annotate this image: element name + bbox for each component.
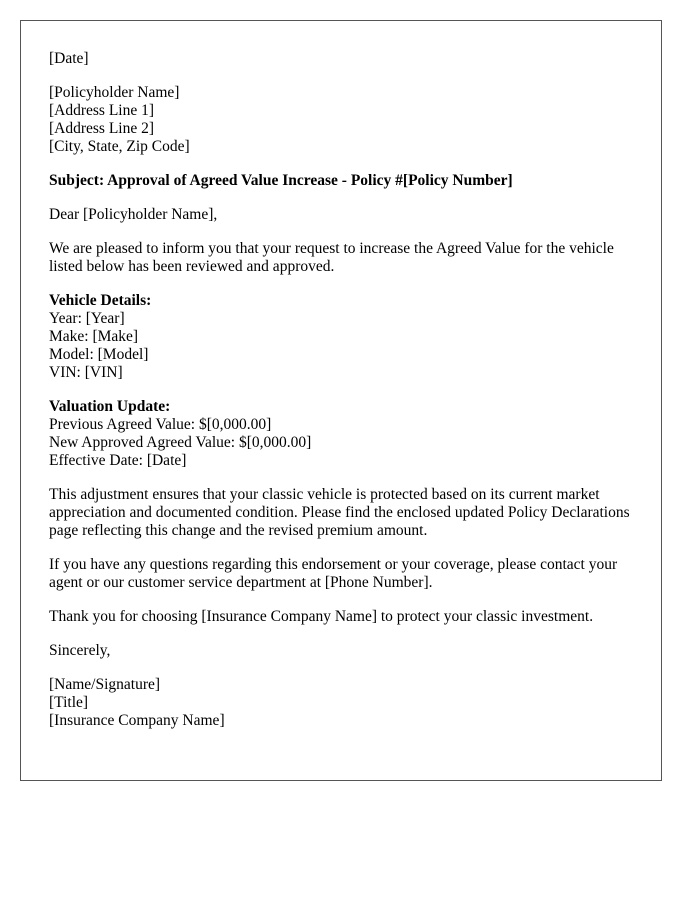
recipient-city-state-zip: [City, State, Zip Code] xyxy=(49,138,190,155)
questions-paragraph: If you have any questions regarding this endorsement or your coverage, please contact your agent or our customer service department at [Phone Number]. xyxy=(49,556,618,591)
thanks-paragraph: Thank you for choosing [Insurance Company Name] to protect your classic investment. xyxy=(49,608,594,625)
recipient-address-line-1: [Address Line 1] xyxy=(49,102,155,119)
valuation-update-section xyxy=(49,398,633,470)
vehicle-details-heading: Vehicle Details: xyxy=(49,292,152,309)
valuation-update-heading: Valuation Update: xyxy=(49,398,171,415)
letter-subject: Subject: Approval of Agreed Value Increase - Policy #[Policy Number] xyxy=(49,172,513,189)
recipient-address xyxy=(49,84,633,156)
signature-block xyxy=(49,676,633,730)
signature-company: [Insurance Company Name] xyxy=(49,712,225,729)
vehicle-details-section xyxy=(49,292,633,382)
vehicle-model: Model: [Model] xyxy=(49,346,149,363)
vehicle-vin: VIN: [VIN] xyxy=(49,364,123,381)
signature-title: [Title] xyxy=(49,694,89,711)
letter-intro-paragraph: We are pleased to inform you that your request to increase the Agreed Value for the vehicle listed below has been reviewed and approved. xyxy=(49,240,614,275)
letter-closing: Sincerely, xyxy=(49,642,111,659)
letter-salutation: Dear [Policyholder Name], xyxy=(49,206,218,223)
letter-page xyxy=(20,20,662,781)
adjustment-paragraph: This adjustment ensures that your classic vehicle is protected based on its current market appreciation and documented condition. Please find the enclosed updated Policy Declarations page reflecting this change and the revised premium amount. xyxy=(49,486,630,539)
previous-agreed-value: Previous Agreed Value: $[0,000.00] xyxy=(49,416,272,433)
new-agreed-value: New Approved Agreed Value: $[0,000.00] xyxy=(49,434,312,451)
effective-date: Effective Date: [Date] xyxy=(49,452,187,469)
recipient-name: [Policyholder Name] xyxy=(49,84,180,101)
recipient-address-line-2: [Address Line 2] xyxy=(49,120,155,137)
vehicle-make: Make: [Make] xyxy=(49,328,139,345)
vehicle-year: Year: [Year] xyxy=(49,310,125,327)
letter-date: [Date] xyxy=(49,50,89,67)
signature-name: [Name/Signature] xyxy=(49,676,161,693)
